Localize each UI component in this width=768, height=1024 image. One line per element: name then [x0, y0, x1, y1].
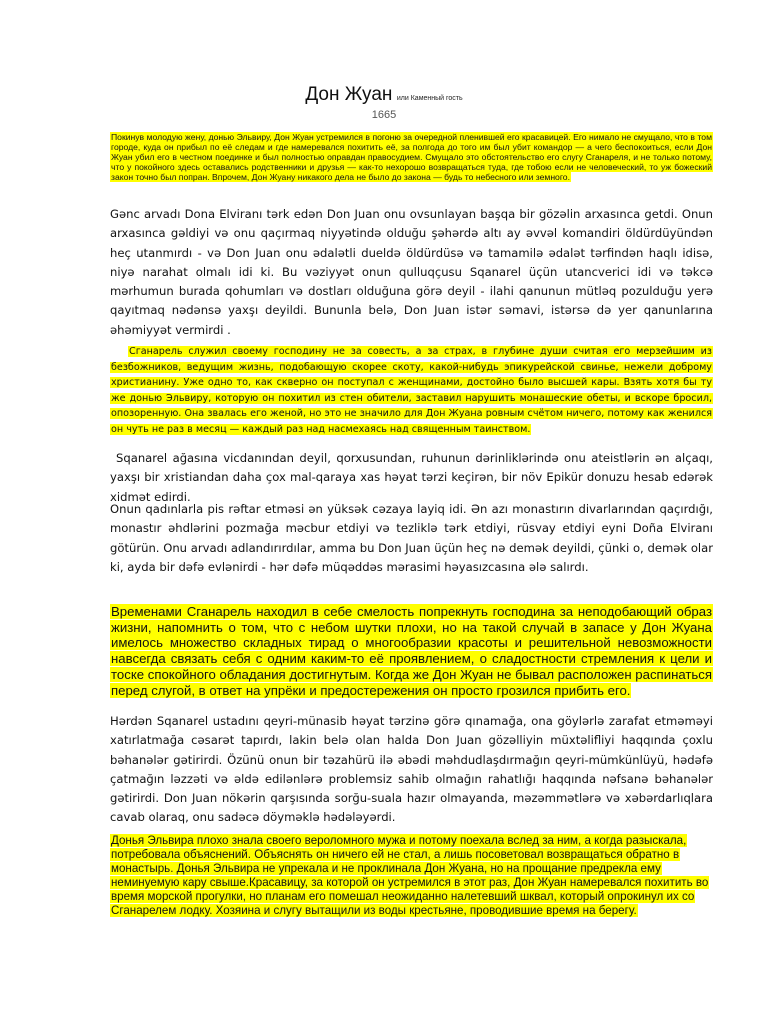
document-year: 1665: [371, 109, 397, 121]
document-title: Дон Жуан: [305, 84, 393, 105]
title-row: [0, 84, 768, 106]
paragraph-ru-4: [110, 834, 713, 919]
highlighted-text: Сганарель служил своему господину не за совесть, а за страх, в глубине души считая его мерзейшим из безбожников, ведущим жизнь, подобающую скорее скоту, какой-нибудь эпикурейской свинье, нежели доброму христианину. Уже одно то, как скверно он поступал с женщинами, достойно было высшей кары. Взять хотя бы ту же донью Эльвиру, которую он похитил из стен обители, заставил нарушить монашеские обеты, и вскоре бросил, опозоренную. Она звалась его женой, но это не значило для Дон Жуана ровным счётом ничего, потому как женился он чуть не раз в месяц — каждый раз над насмехаясь над священным таинством.: [111, 346, 712, 435]
highlighted-text: Покинув молодую жену, донью Эльвиру, Дон Жуан устремился в погоню за очередной пленившей его красавицей. Его нимало не смущало, что в том городе, куда он прибыл по её следам и где намеревался похитить её, за полгода до того им был убит командор — а чего беспокоиться, если Дон Жуан убил его в честном поединке и был полностью оправдан правосудием. Смущало это обстоятельство его слугу Сганареля, и не только потому, что у покойного здесь оставались родственники и друзья — как-то нехорошо возвращаться туда, где тобою если не человеческий, то уж божеский закон точно был попран. Впрочем, Дон Жуану никакого дела не было до закона — будь то небесного или земного.: [111, 132, 712, 182]
paragraph-ru-intro: [110, 132, 713, 182]
paragraph-az-4: Hərdən Sqanarel ustadını qeyri-münasib həyat tərzinə görə qınamağa, ona göylərlə zarafat etməməyi xatırlatmağa cəsarət tapırdı, lakin belə olan halda Don Juan gözəlliyin müxtəlifliyi haqqında çoxlu bəhanələr gətirirdi. Özünü onun bir təzahürü ilə əbədi məhdudlaşdırmağın qeyri-mümkünlüyü, hədəfə çatmağın ləzzəti və əldə edilənlərə problemsiz sahib olmağın rahatlığı haqqında nəfsanə bəhanələr gətirirdi. Don Juan nökərin qarşısında sorğu-suala hazır olmayanda, məzəmmətlərə və xəbərdarlıqlara cavab olaraq, onu sadəcə döyməklə hədələyərdi.: [110, 714, 713, 825]
document-subtitle: или Каменный гость: [396, 95, 463, 102]
paragraph-az-2: Sqanarel ağasına vicdanından deyil, qorxusundan, ruhunun dərinliklərində onu ateistlərin ən alçaqı, yaxşı bir xristiandan daha çox mal-qaraya xas həyat tərzi keçirən, bir növ Epikür donuzu hesab edərək xidmət edirdi.: [110, 451, 713, 504]
paragraph-ru-2: [110, 344, 713, 438]
highlighted-text: Донья Эльвира плохо знала своего вероломного мужа и потому поехала вслед за ним, а когда разыскала, потребовала объяснений. Объяснять он ничего ей не стал, а лишь посоветовал возвращаться обратно в монастырь. Донья Эльвира не упрекала и не проклинала Дон Жуана, но на прощание предрекла ему неминуемую кару свыше.Красавицу, за которой он устремился в этот раз, Дон Жуан намеревался похитить во время морской прогулки, но планам его помешал неожиданно налетевший шквал, который опрокинул их со Сганарелем лодку. Хозяина и слугу вытащили из воды крестьяне, проводившие время на берегу.: [111, 834, 709, 918]
highlighted-text: Временами Сганарель находил в себе смелость попрекнуть господина за неподобающий образ жизни, напомнить о том, что с небом шутки плохи, но на такой случай в запасе у Дон Жуана имелось множество складных тирад о многообразии красоты и решительной невозможности навсегда связать себя с одним каким-то её проявлением, о сладостности стремления к цели и тоске спокойного обладания достигнутым. Когда же Дон Жуан не бывал расположен распинаться перед слугой, в ответ на упрёки и предостережения он просто грозился прибить его.: [111, 604, 713, 698]
paragraph-az-3: Onun qadınlarla pis rəftar etməsi ən yüksək cəzaya layiq idi. Ən azı monastırın divarlarından qaçırdığı, monastır əhdlərini pozmağa məcbur etdiyi və tezliklə tərk etdiyi, rüsvay etdiyi eyni Doña Elviranı götürün. Onu arvadı adlandırırdılar, amma bu Don Juan üçün heç nə demək deyildi, çünki o, demək olar ki, ayda bir dəfə evlənirdi - hər dəfə müqəddəs mərasimi həyasızcasına ələ salırdı.: [110, 502, 713, 574]
paragraph-az-1: Gənc arvadı Dona Elviranı tərk edən Don Juan onu ovsunlayan başqa bir gözəlin arxasınca getdi. Onun arxasınca gəldiyi və onu qaçırmaq niyyətində olduğu şəhərdə altı ay əvvəl komandiri öldürdüyündən heç utanmırdı - və Don Juan onu ədalətli dueldə öldürdüsə və tamamilə ədalət tərfindən haqlı idisə, niyə narahat olmalı idi ki. Bu vəziyyət onun qulluqçusu Sqanarel üçün utancverici idi və təkcə mərhumun burada qohumları və dostları olduğuna görə deyil - ilahi qanunun mütləq pozulduğu yerə qayıtmaq nədənsə yaxşı deyildi. Bununla belə, Don Juan istər səmavi, istərsə də yer qanunlarına əhəmiyyət vermirdi .: [110, 207, 713, 337]
paragraph-ru-3: [110, 604, 713, 698]
